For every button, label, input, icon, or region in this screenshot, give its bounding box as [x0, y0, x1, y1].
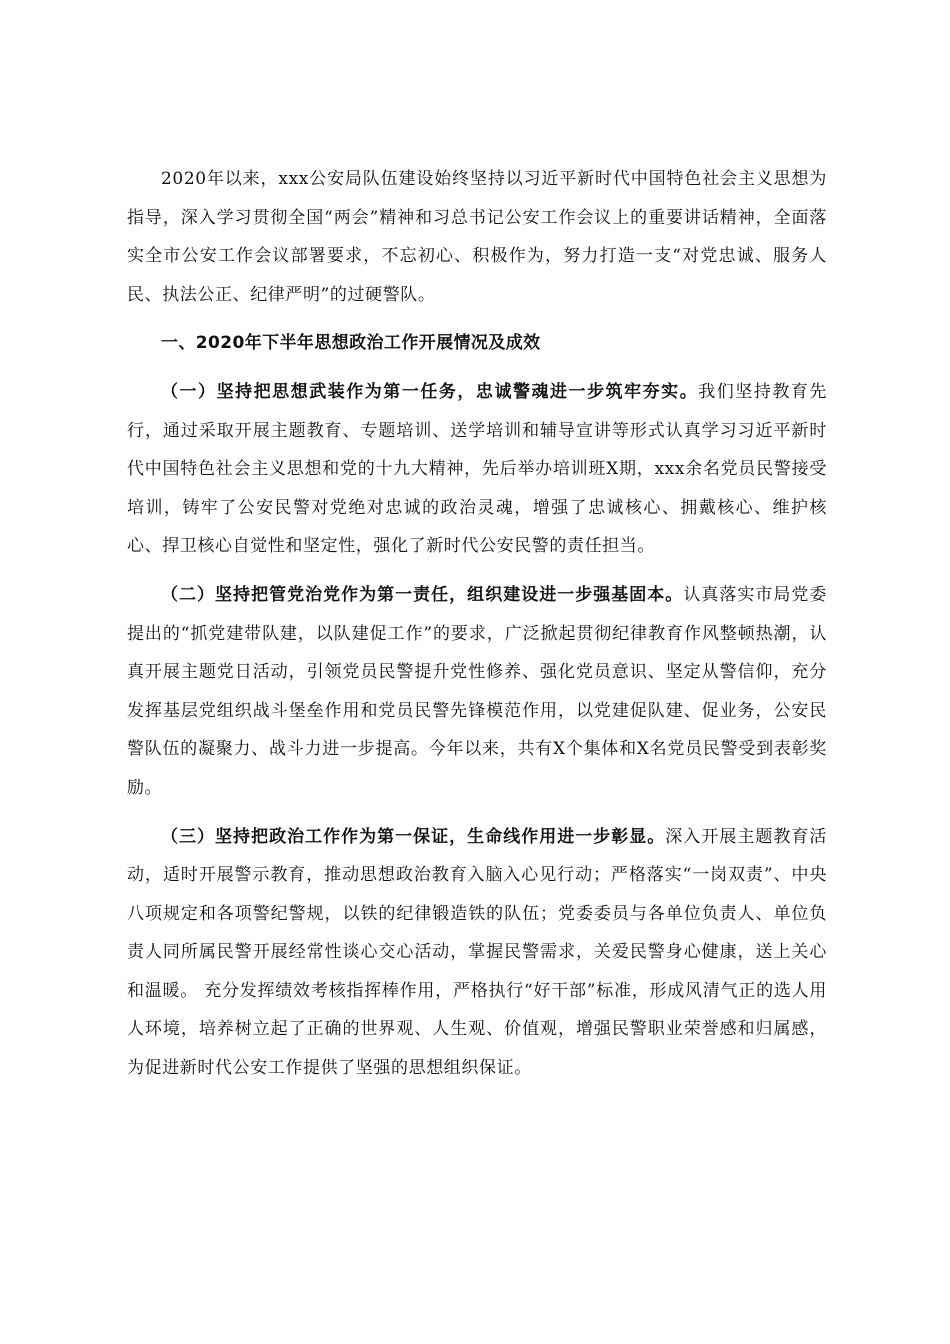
item-lead-2: （二）坚持把管党治党作为第一责任，组织建设进一步强基固本。 [161, 584, 684, 605]
item-lead-1: （一）坚持把思想武装作为第一任务，忠诚警魂进一步筑牢夯实。 [161, 381, 699, 402]
section-heading: 一、2020年下半年思想政治工作开展情况及成效 [161, 333, 541, 354]
item-body-2: 认真落实市局党委提出的“抓党建带队建，以队建促工作”的要求，广泛掀起贯彻纪律教育作风整顿热潮，认真开展主题党日活动，引领党员民警提升党性修养、强化党员意识、坚定从警信仰，充分发挥基层党组织战斗堡垒作用和党员民警先锋模范作用，以党建促队建、促业务，公安民警队伍的凝聚力、战斗力进一步提高。今年以来，共有X个集体和X名党员民警受到表彰奖励。 [127, 584, 827, 798]
item-paragraph-2 [127, 576, 827, 808]
item-paragraph-1 [127, 373, 827, 566]
item-body-1: 我们坚持教育先行，通过采取开展主题教育、专题培训、送学培训和辅导宣讲等形式认真学习习近平新时代中国特色社会主义思想和党的十九大精神，先后举办培训班X期，xxx余名党员民警接受培训，铸牢了公安民警对党绝对忠诚的政治灵魂，增强了忠诚核心、拥戴核心、维护核心、捍卫核心自觉性和坚定性，强化了新时代公安民警的责任担当。 [127, 381, 828, 557]
item-paragraph-3 [127, 818, 827, 1088]
document-body [127, 160, 827, 1088]
item-body-3: 深入开展主题教育活动，适时开展警示教育，推动思想政治教育入脑入心见行动；严格落实“一岗双责”、中央八项规定和各项警纪警规，以铁的纪律锻造铁的队伍；党委委员与各单位负责人、单位负责人同所属民警开展经常性谈心交心活动，掌握民警需求，关爱民警身心健康，送上关心和温暖。 充分发挥绩效考核指挥棒作用，严格执行“好干部”标准，形成风清气正的选人用人环境，培养树立起了正确的世界观、人生观、价值观，增强民警职业荣誉感和归属感，为促进新时代公安工作提供了坚强的思想组织保证。 [127, 826, 827, 1079]
item-lead-3: （三）坚持把政治工作作为第一保证，生命线作用进一步彰显。 [161, 826, 666, 847]
intro-paragraph: 2020年以来，xxx公安局队伍建设始终坚持以习近平新时代中国特色社会主义思想为指导，深入学习贯彻全国“两会”精神和习总书记公安工作会议上的重要讲话精神，全面落实全市公安工作会议部署要求，不忘初心、积极作为，努力打造一支“对党忠诚、服务人民、执法公正、纪律严明”的过硬警队。 [127, 169, 827, 305]
